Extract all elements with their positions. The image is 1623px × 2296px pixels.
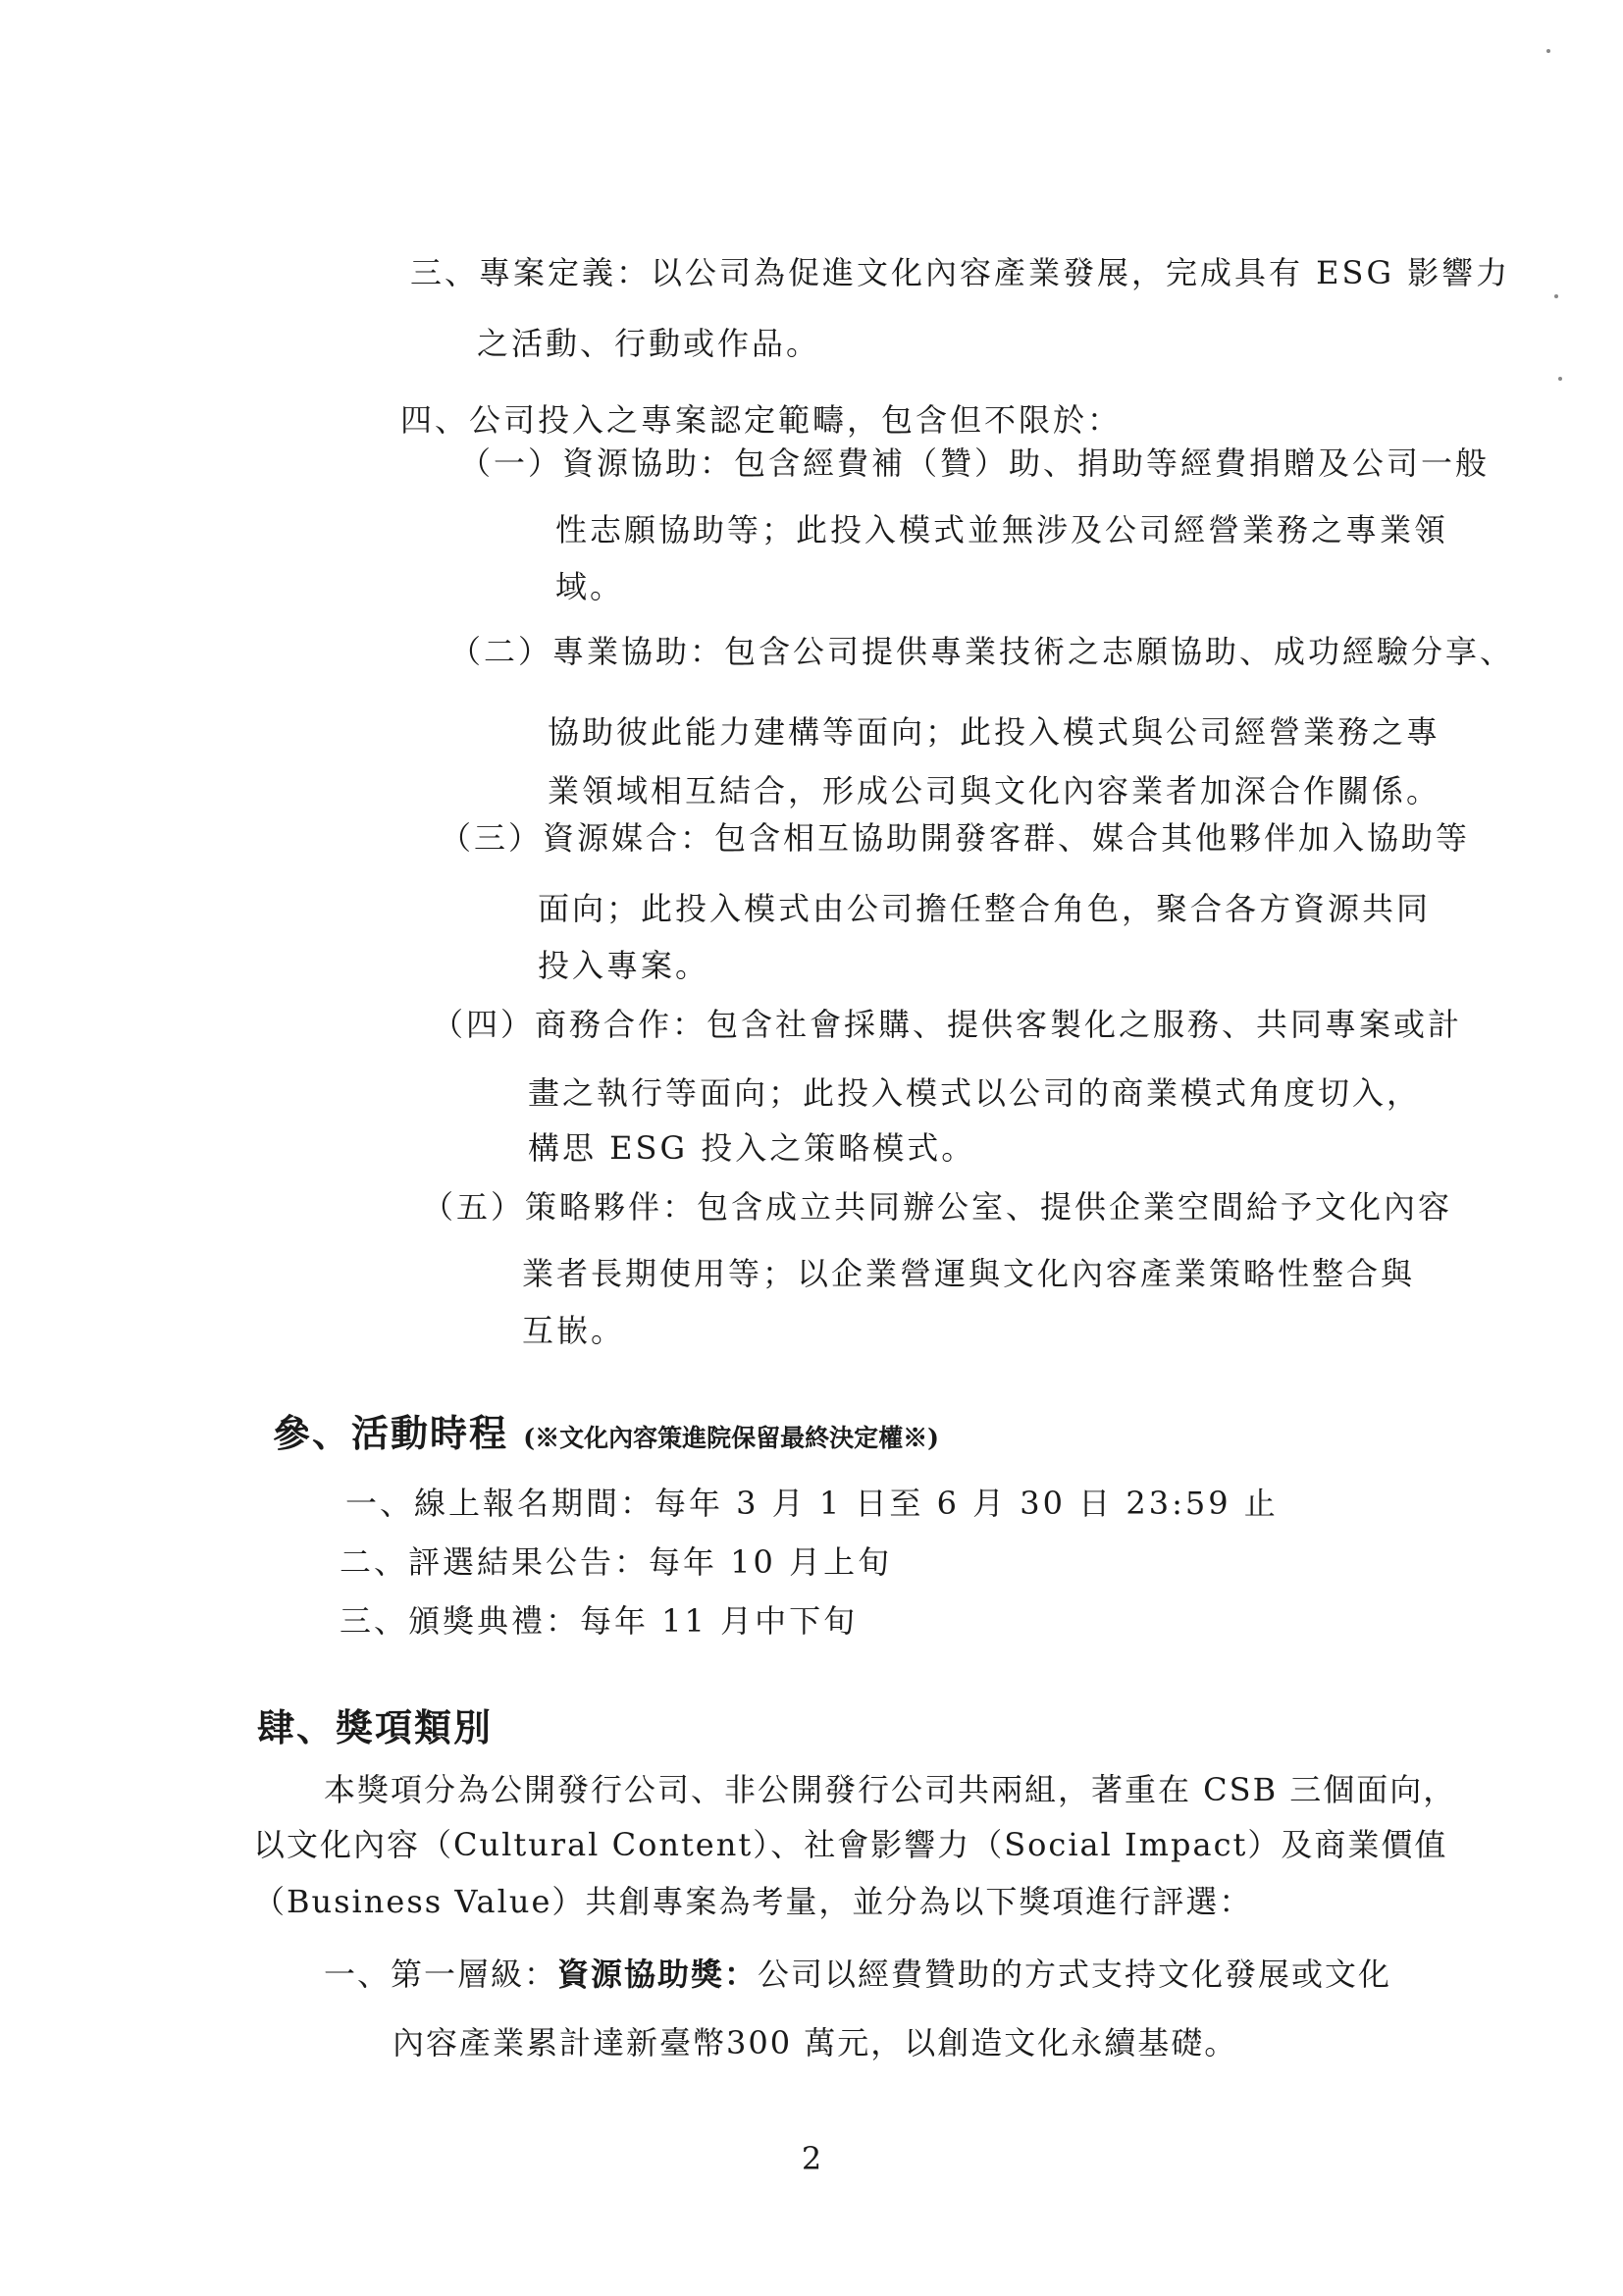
- sub3-line1: （三）資源媒合：包含相互協助開發客群、媒合其他夥伴加入協助等: [440, 819, 1471, 857]
- section-3-note: (※文化內容策進院保留最終決定權※): [523, 1424, 939, 1452]
- sub2-line1: （二）專業協助：包含公司提供專業技術之志願協助、成功經驗分享、: [449, 633, 1515, 670]
- sub3-line2: 面向；此投入模式由公司擔任整合角色，聚合各方資源共同: [538, 890, 1432, 927]
- sub1-line2: 性志願協助等；此投入模式並無涉及公司經營業務之專業領: [555, 511, 1449, 548]
- schedule-item-1: 一、線上報名期間：每年 3 月 1 日至 6 月 30 日 23:59 止: [345, 1485, 1279, 1522]
- scan-speck: [1558, 377, 1562, 381]
- item3-line1: 三、專案定義：以公司為促進文化內容產業發展，完成具有 ESG 影響力: [410, 254, 1511, 291]
- sub4-line2: 畫之執行等面向；此投入模式以公司的商業模式角度切入，: [528, 1074, 1422, 1112]
- tier1-line1: [324, 1955, 1391, 1994]
- sub3-line3: 投入專案。: [538, 947, 710, 984]
- sub4-line3: 構思 ESG 投入之策略模式。: [528, 1129, 976, 1167]
- scan-speck: [1554, 294, 1558, 298]
- tier1-prefix: 一、第一層級：: [324, 1956, 558, 1993]
- tier1-line2: 內容產業累計達新臺幣300 萬元，以創造文化永續基礎。: [393, 2024, 1238, 2061]
- page-number: 2: [801, 2140, 822, 2177]
- section-3-title: 參、活動時程: [273, 1411, 509, 1455]
- sub2-line2: 協助彼此能力建構等面向；此投入模式與公司經營業務之專: [548, 713, 1441, 751]
- tier1-award-name: 資源協助獎：: [557, 1956, 759, 1993]
- section-4-para-line3: （Business Value）共創專案為考量，並分為以下獎項進行評選：: [253, 1883, 1253, 1920]
- schedule-item-2: 二、評選結果公告：每年 10 月上旬: [340, 1543, 893, 1581]
- section-4-para-line1: 本獎項分為公開發行公司、非公開發行公司共兩組，著重在 CSB 三個面向，: [324, 1771, 1457, 1808]
- tier1-desc: 公司以經費贊助的方式支持文化發展或文化: [758, 1956, 1392, 1993]
- section-3-heading: [273, 1411, 939, 1461]
- sub5-line1: （五）策略夥伴：包含成立共同辦公室、提供企業空間給予文化內容: [422, 1188, 1453, 1226]
- sub5-line2: 業者長期使用等；以企業營運與文化內容產業策略性整合與: [522, 1255, 1416, 1292]
- schedule-item-3: 三、頒獎典禮：每年 11 月中下旬: [340, 1602, 859, 1640]
- sub2-line3: 業領域相互結合，形成公司與文化內容業者加深合作關係。: [548, 772, 1441, 809]
- sub1-line1: （一）資源協助：包含經費補（贊）助、捐助等經費捐贈及公司一般: [459, 444, 1491, 482]
- item3-line2: 之活動、行動或作品。: [477, 325, 821, 362]
- sub5-line3: 互嵌。: [522, 1312, 626, 1349]
- scan-speck: [1546, 49, 1550, 53]
- sub1-line3: 域。: [555, 568, 625, 605]
- item4-intro: 四、公司投入之專案認定範疇，包含但不限於：: [400, 401, 1123, 439]
- sub4-line1: （四）商務合作：包含社會採購、提供客製化之服務、共同專案或計: [432, 1006, 1463, 1043]
- section-4-heading: 肆、獎項類別: [257, 1705, 494, 1749]
- section-4-para-line2: 以文化內容（Cultural Content）、社會影響力（Social Impact）及商業價值: [253, 1826, 1448, 1863]
